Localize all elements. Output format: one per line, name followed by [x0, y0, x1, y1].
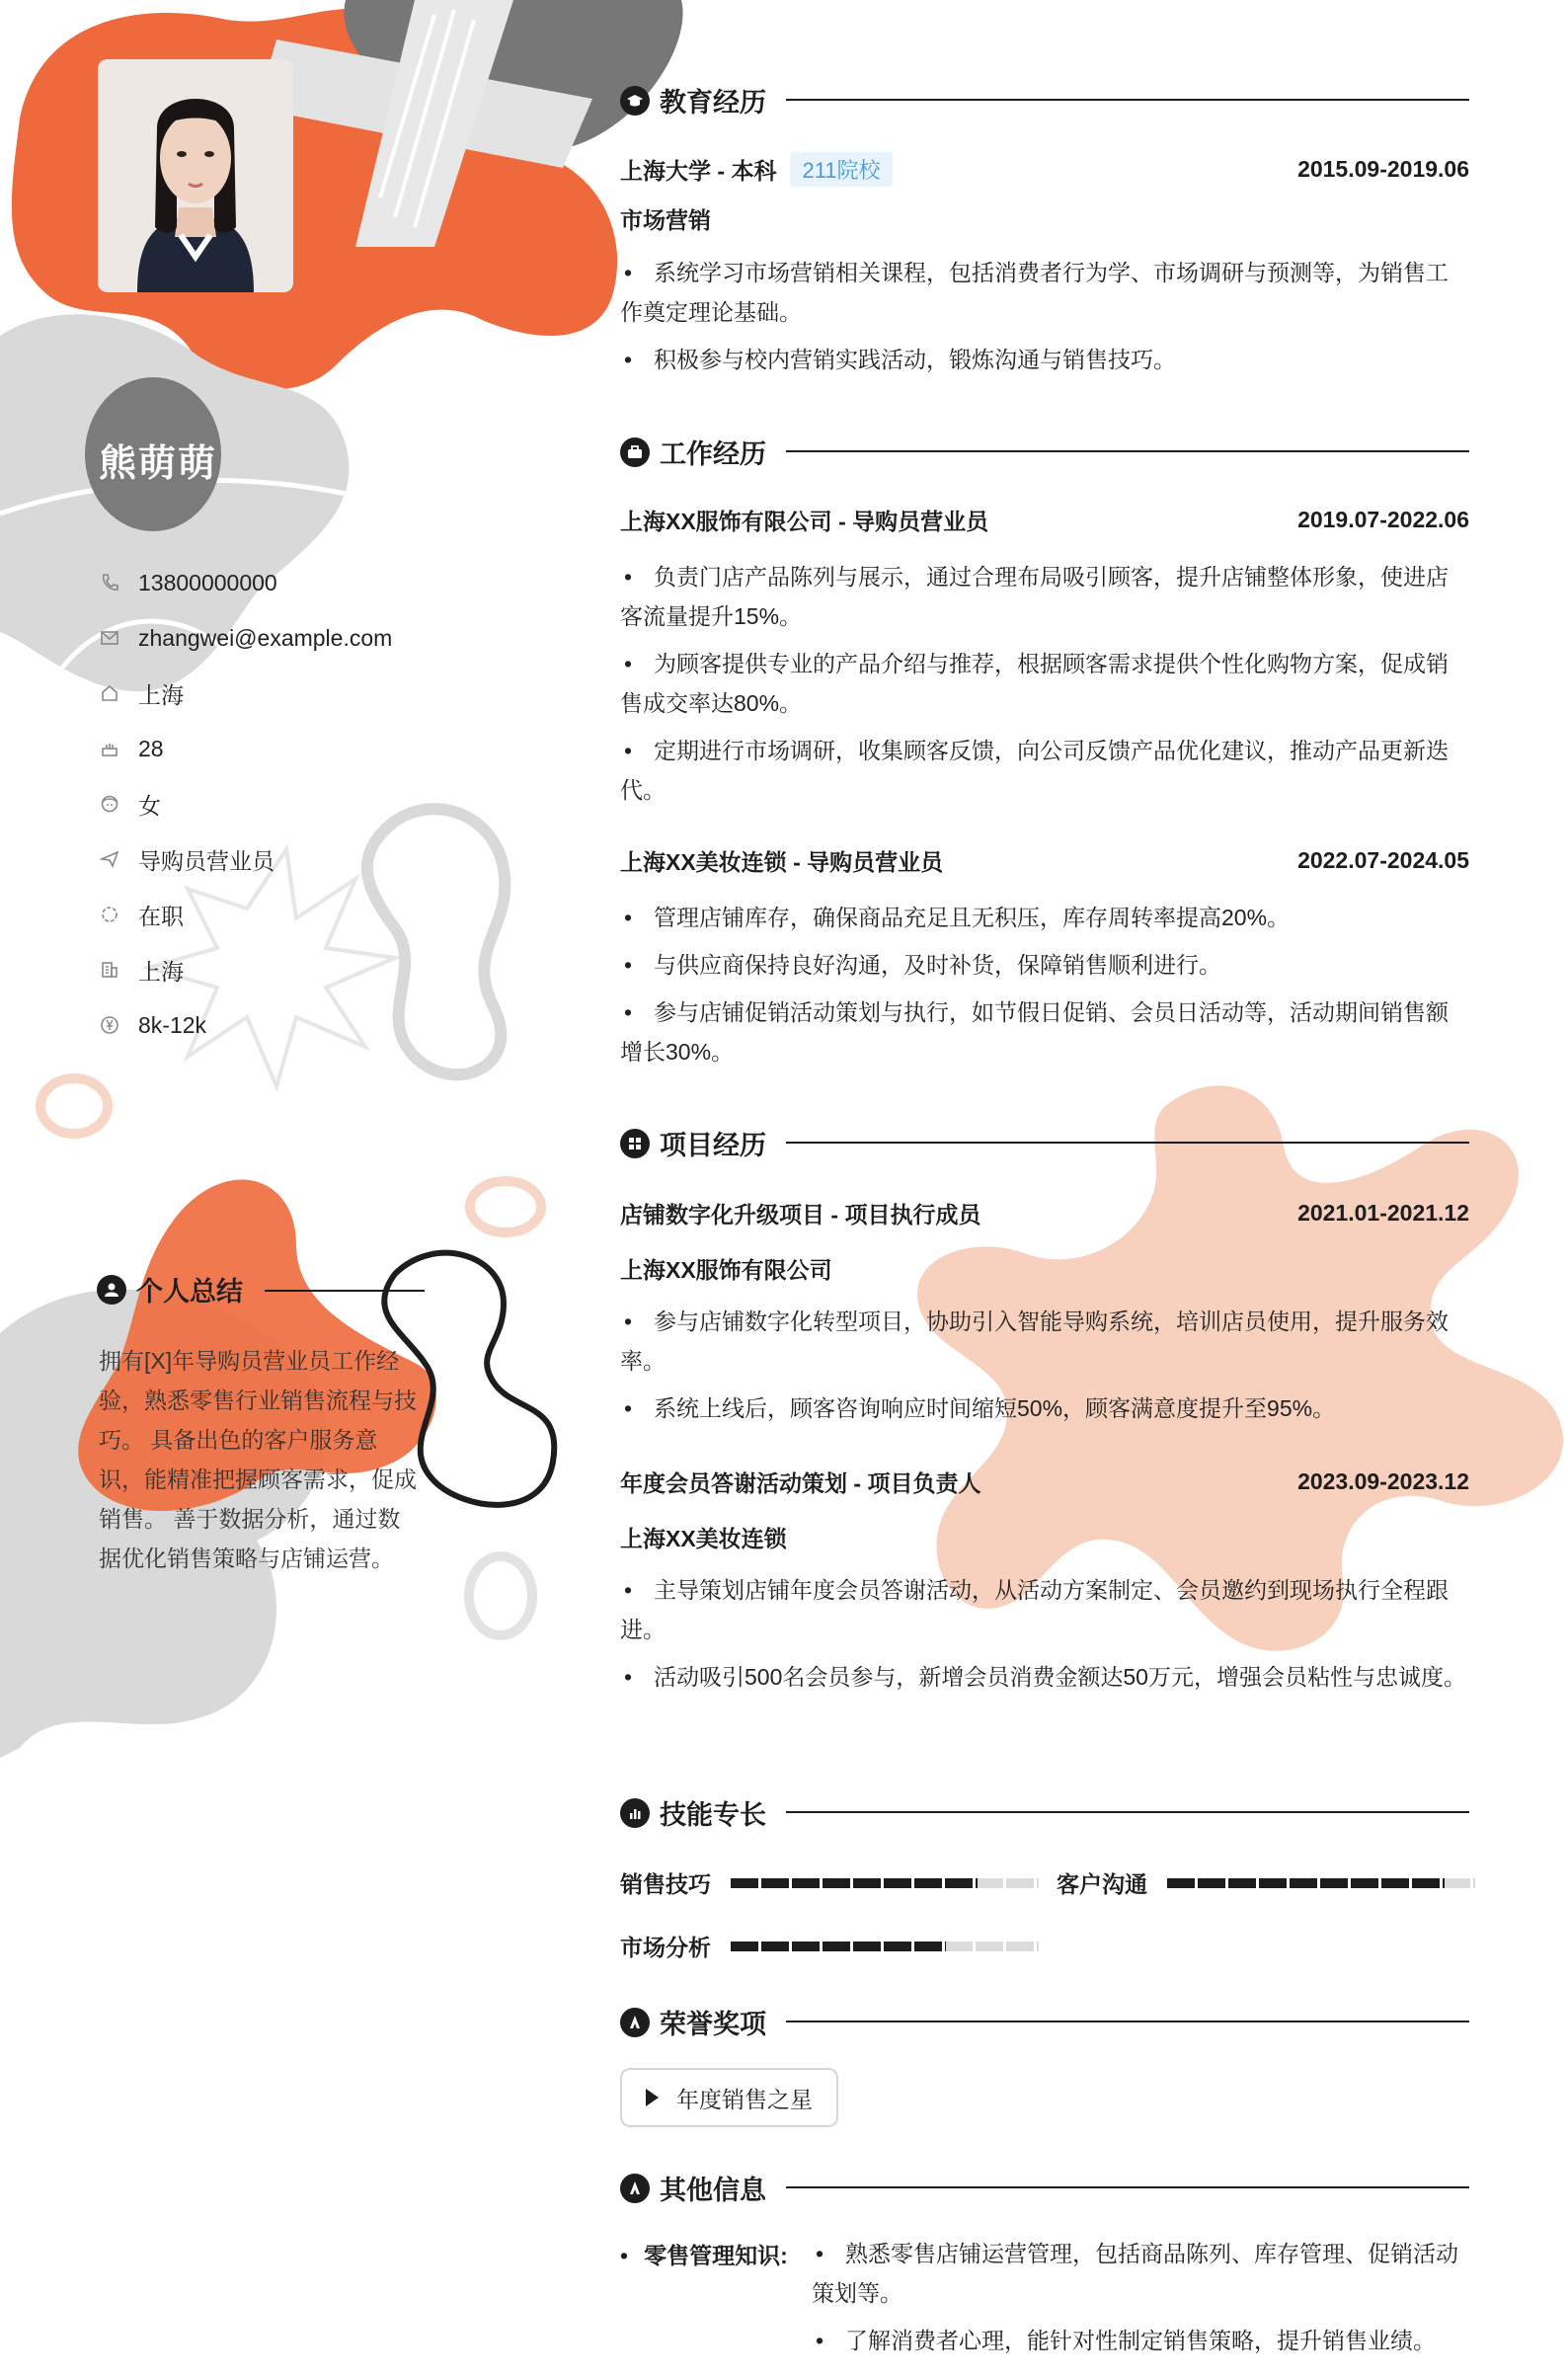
home-icon: [97, 680, 122, 706]
skill-bar-fill: [731, 1942, 946, 1951]
skill-bar: [731, 1878, 1039, 1888]
award-text: 年度销售之星: [676, 2086, 813, 2112]
project-2-bullets: [620, 1570, 1469, 1704]
contact-email: [97, 610, 492, 666]
job-entry-1: [620, 504, 1469, 536]
briefcase-icon: [620, 437, 650, 467]
other-heading: [620, 2169, 766, 2207]
skills-heading: [620, 1793, 766, 1832]
contact-list: [97, 555, 492, 1053]
summary-divider: [265, 1290, 425, 1292]
job-2-bullets: [620, 898, 1469, 1079]
section-divider: [786, 1142, 1469, 1144]
bullet-item: • 熟悉零售店铺运营管理，包括商品陈列、库存管理、促销活动策划等。: [812, 2234, 1469, 2313]
project-entry-2: [620, 1466, 1469, 1498]
projects-title: 项目经历: [660, 1131, 766, 1160]
bullet-item: • 参与店铺促销活动策划与执行，如节假日促销、会员日活动等，活动期间销售额增长30%。: [620, 992, 1469, 1071]
summary-heading: [97, 1270, 243, 1308]
contact-text: 女: [138, 792, 161, 819]
contact-text: 在职: [138, 903, 184, 929]
project-name: 店铺数字化升级项目 - 项目执行成员: [620, 1202, 981, 1228]
section-divider: [786, 2021, 1469, 2022]
job-company: 上海XX服饰有限公司 - 导购员营业员: [620, 509, 989, 534]
education-title: 教育经历: [660, 88, 766, 118]
project-1-bullets: [620, 1302, 1469, 1436]
work-title: 工作经历: [660, 439, 766, 469]
job-date: 2022.07-2024.05: [1297, 847, 1469, 873]
job-entry-2: [620, 844, 1469, 877]
skill-name: 市场分析: [620, 1935, 711, 1960]
projects-heading: [620, 1124, 766, 1162]
bullet-item: • 负责门店产品陈列与展示，通过合理布局吸引顾客，提升店铺整体形象，使进店客流量提升15%。: [620, 557, 1469, 636]
bullet-item: • 活动吸引500名会员参与，新增会员消费金额达50万元，增强会员粘性与忠诚度。: [620, 1657, 1469, 1697]
skill-bar: [1167, 1878, 1475, 1888]
bullet-item: • 主导策划店铺年度会员答谢活动，从活动方案制定、会员邀约到现场执行全程跟进。: [620, 1570, 1469, 1649]
bullet-item: • 管理店铺库存，确保商品充足且无积压，库存周转率提高20%。: [620, 898, 1469, 937]
education-heading: [620, 81, 766, 119]
bullet-item: • 系统学习市场营销相关课程，包括消费者行为学、市场调研与预测等，为销售工作奠定理论基础。: [620, 253, 1469, 332]
user-icon: [97, 1275, 126, 1305]
skill-analysis: [620, 1930, 1039, 1962]
status-icon: [97, 902, 122, 927]
contact-text: 13800000000: [138, 569, 277, 595]
contact-text: 导购员营业员: [138, 847, 274, 874]
bullet-item: • 定期进行市场调研，收集顾客反馈，向公司反馈产品优化建议，推动产品更新迭代。: [620, 731, 1469, 810]
contact-text: 28: [138, 735, 164, 761]
contact-location: [97, 942, 492, 997]
school-tag: 211院校: [790, 152, 892, 187]
contact-text: 8k-12k: [138, 1011, 207, 1038]
school-name: [620, 152, 893, 187]
skill-bar-fill: [1167, 1878, 1445, 1888]
bullet-item: • 了解消费者心理，能针对性制定销售策略，提升销售业绩。: [812, 2321, 1469, 2360]
awards-title: 荣誉奖项: [660, 2010, 766, 2039]
summary-title: 个人总结: [136, 1277, 243, 1307]
bullet-item: • 积极参与校内营销实践活动，锻炼沟通与销售技巧。: [620, 340, 1469, 379]
bullet-item: • 与供应商保持良好沟通，及时补货，保障销售顺利进行。: [620, 945, 1469, 985]
bullet-item: • 系统上线后，顾客咨询响应时间缩短50%，顾客满意度提升至95%。: [620, 1388, 1469, 1428]
job-company: 上海XX美妆连锁 - 导购员营业员: [620, 849, 944, 875]
contact-gender: [97, 776, 492, 832]
section-divider: [786, 99, 1469, 101]
bullet-item: • 参与店铺数字化转型项目，协助引入智能导购系统，培训店员使用，提升服务效率。: [620, 1302, 1469, 1381]
other-title: 其他信息: [660, 2176, 766, 2205]
education-entry: [620, 152, 1469, 187]
section-divider: [786, 450, 1469, 452]
job-1-bullets: [620, 557, 1469, 818]
project-entry-1: [620, 1197, 1469, 1229]
work-heading: [620, 433, 766, 471]
cake-icon: [97, 736, 122, 761]
skill-bar-fill: [731, 1878, 978, 1888]
portrait-illustration: [98, 59, 293, 292]
candidate-name: 熊萌萌: [99, 443, 218, 485]
contact-text: zhangwei@example.com: [138, 624, 393, 651]
other-label: • 零售管理知识:: [620, 2238, 788, 2270]
project-name: 年度会员答谢活动策划 - 项目负责人: [620, 1470, 981, 1496]
contact-text: 上海: [138, 958, 184, 985]
project-date: 2023.09-2023.12: [1297, 1468, 1469, 1494]
send-icon: [97, 846, 122, 872]
contact-status: [97, 887, 492, 942]
summary-text: 拥有[X]年导购员营业员工作经验，熟悉零售行业销售流程与技巧。 具备出色的客户服务意识，能精准把握顾客需求，促成销售。 善于数据分析，通过数据优化销售策略与店铺运营。: [99, 1348, 417, 1571]
skill-bar: [731, 1942, 1039, 1951]
education-date: 2015.09-2019.06: [1297, 156, 1469, 182]
skill-name: 销售技巧: [620, 1871, 711, 1897]
awards-heading: [620, 2003, 766, 2041]
award-icon: [620, 2008, 650, 2037]
chart-icon: [620, 1798, 650, 1828]
profile-photo: [98, 59, 293, 292]
contact-phone: [97, 555, 492, 610]
section-divider: [786, 1811, 1469, 1813]
skill-name: 客户沟通: [1057, 1871, 1147, 1897]
job-date: 2019.07-2022.06: [1297, 507, 1469, 532]
project-org: 上海XX服饰有限公司: [620, 1257, 832, 1283]
section-divider: [786, 2186, 1469, 2188]
contact-city: [97, 666, 492, 721]
school-text: 上海大学 - 本科: [620, 158, 777, 184]
play-icon: [646, 2089, 659, 2106]
grid-icon: [620, 1129, 650, 1158]
skill-sales: [620, 1866, 1039, 1899]
phone-icon: [97, 570, 122, 595]
major: 市场营销: [620, 207, 711, 233]
contact-salary: [97, 997, 492, 1053]
education-bullets: [620, 253, 1469, 387]
contact-age: [97, 721, 492, 776]
bullet-item: • 为顾客提供专业的产品介绍与推荐，根据顾客需求提供个性化购物方案，促成销售成交率达80%。: [620, 644, 1469, 723]
building-icon: [97, 957, 122, 983]
gender-icon: [97, 791, 122, 817]
contact-text: 上海: [138, 681, 184, 708]
graduation-cap-icon: [620, 86, 650, 116]
contact-position: [97, 832, 492, 887]
skills-title: 技能专长: [660, 1800, 766, 1830]
yen-icon: [97, 1012, 122, 1038]
award-item: [620, 2068, 838, 2127]
project-date: 2021.01-2021.12: [1297, 1200, 1469, 1226]
project-org: 上海XX美妆连锁: [620, 1526, 787, 1551]
info-icon: [620, 2174, 650, 2203]
skill-communication: [1057, 1866, 1475, 1899]
email-icon: [97, 625, 122, 651]
other-bullets: [812, 2234, 1469, 2368]
